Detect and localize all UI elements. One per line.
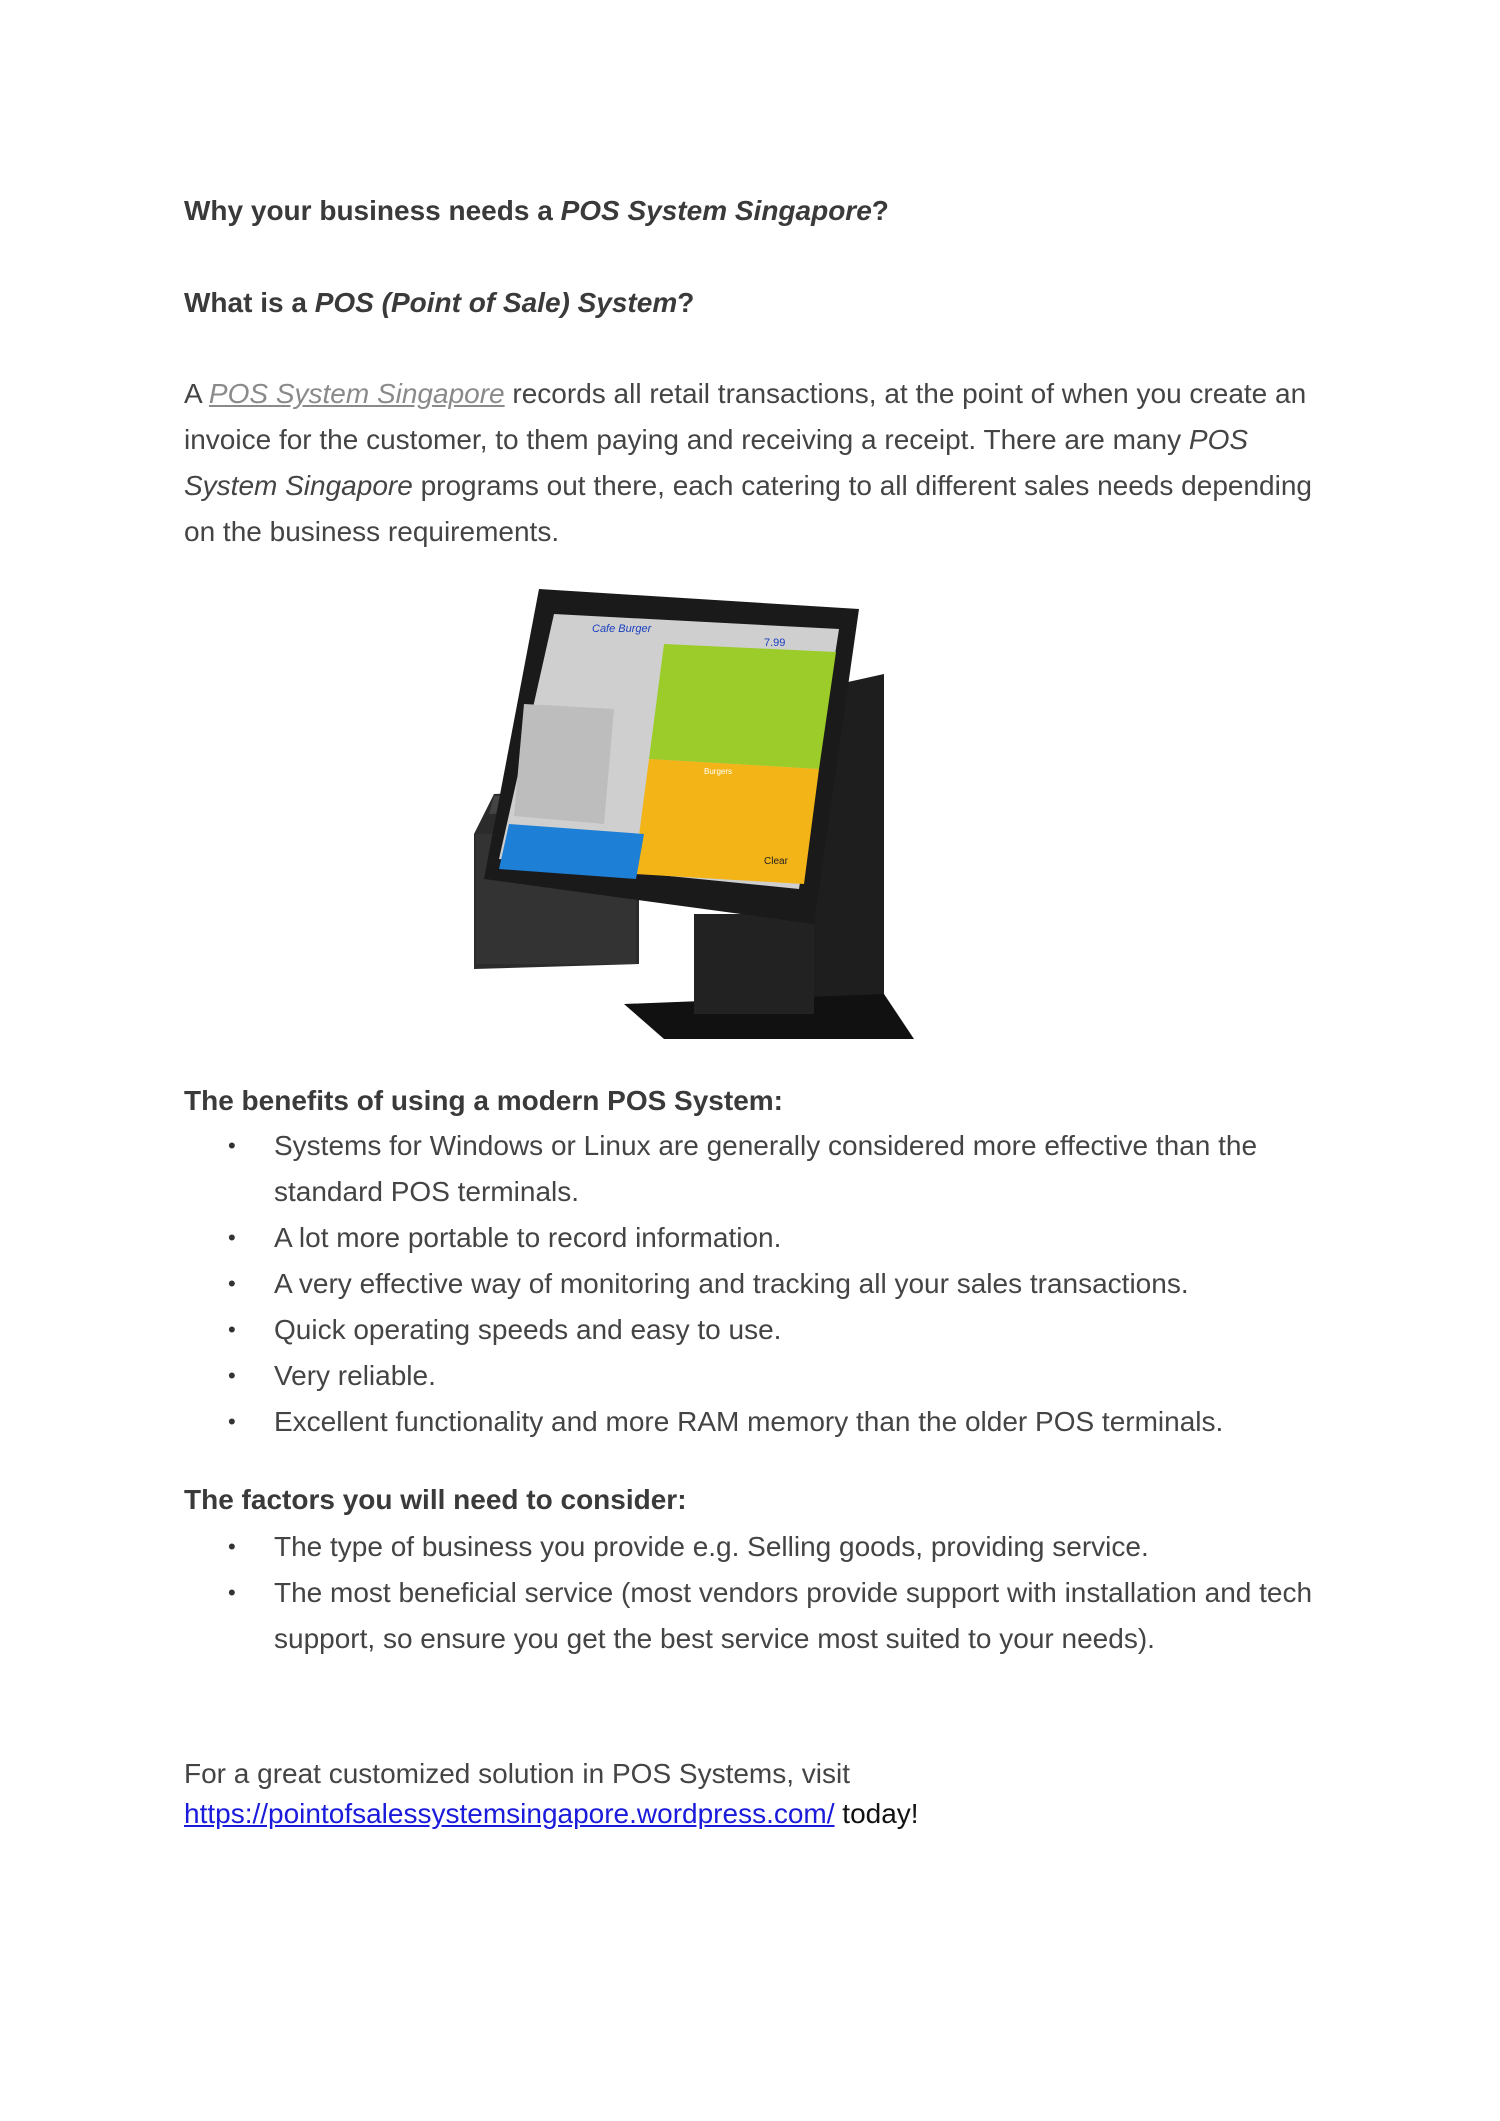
list-item: • A lot more portable to record information. [184, 1215, 1344, 1261]
heading-text: ? [677, 287, 695, 318]
screen-section: Burgers [704, 767, 733, 776]
screen-price: 7.99 [764, 637, 786, 649]
footer-paragraph [184, 1754, 1344, 1834]
emphasis: POS System Singapore [184, 424, 1249, 501]
factors-heading: The factors you will need to consider: [184, 1484, 687, 1515]
pos-screen [499, 614, 839, 889]
list-item: • The most beneficial service (most vendors provide support with installation and tech support, so ensure you get the best service most suited to your needs). [184, 1570, 1344, 1662]
heading-text: ? [871, 195, 889, 226]
heading-text: Why your business needs a [184, 195, 561, 226]
text: programs out there, each catering to all different sales needs depending on the business requirements. [184, 470, 1312, 547]
footer-after-text: today! [834, 1798, 919, 1829]
heading-text: What is a [184, 287, 315, 318]
screen-title: Cafe Burger [592, 623, 652, 635]
intro-paragraph [184, 371, 1344, 555]
list-item: • A very effective way of monitoring and tracking all your sales transactions. [184, 1261, 1344, 1307]
website-link[interactable]: https://pointofsalessystemsingapore.wordpress.com/ [184, 1798, 835, 1829]
heading-emphasis: POS System Singapore [560, 195, 872, 226]
list-item: • Very reliable. [184, 1353, 1344, 1399]
pos-system-link[interactable]: POS System Singapore [208, 378, 505, 409]
text: records all retail transactions, at the point of when you create an invoice for the customer, to them paying and receiving a receipt. There are many [184, 378, 1307, 455]
list-item: • Quick operating speeds and easy to use. [184, 1307, 1344, 1353]
text: A [184, 378, 209, 409]
factors-list [184, 1524, 1344, 1662]
footer-text: For a great customized solution in POS Systems, visit [184, 1758, 851, 1789]
screen-clear-key: Clear [764, 856, 788, 867]
heading-emphasis: POS (Point of Sale) System [314, 287, 678, 318]
list-item: • The type of business you provide e.g. Selling goods, providing service. [184, 1524, 1344, 1570]
heading-what-is [184, 280, 1344, 326]
pos-terminal-image [464, 584, 1054, 1039]
list-item: • Excellent functionality and more RAM memory than the older POS terminals. [184, 1399, 1344, 1445]
heading-why [184, 188, 1344, 234]
benefits-heading: The benefits of using a modern POS System: [184, 1085, 783, 1116]
benefits-list [184, 1123, 1344, 1445]
list-item: • Systems for Windows or Linux are generally considered more effective than the standard POS terminals. [184, 1123, 1344, 1215]
